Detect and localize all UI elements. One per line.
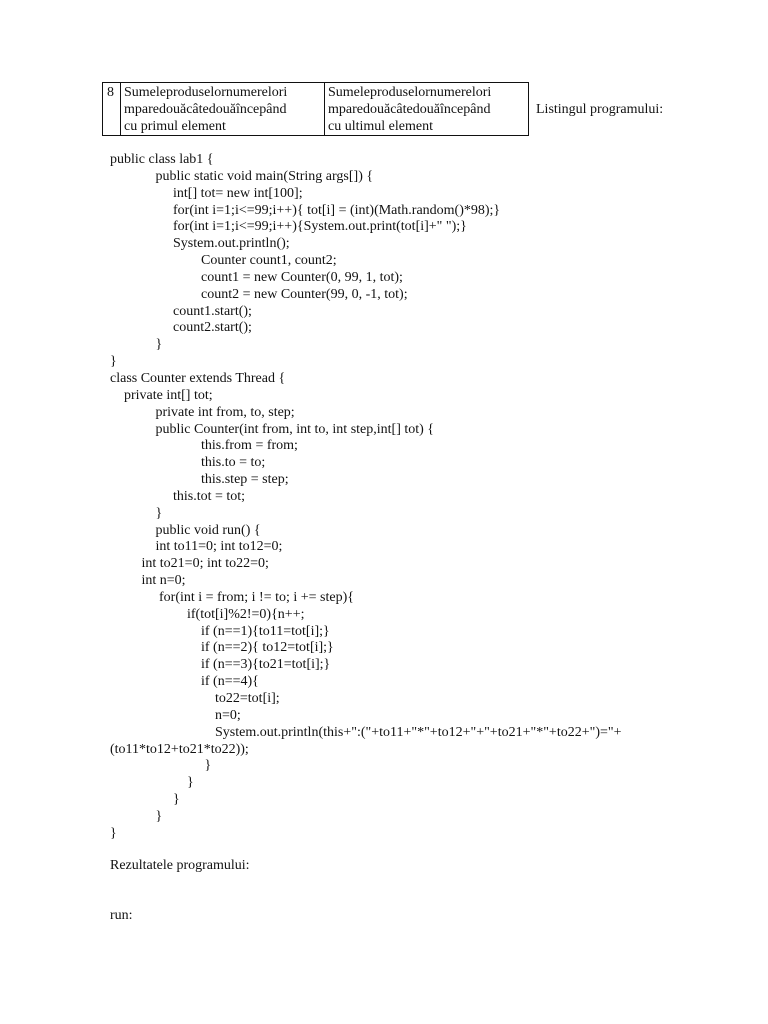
code-listing [110, 152, 750, 843]
code-line: } [110, 505, 163, 521]
code-line: } [110, 808, 163, 824]
code-line: this.from = from; [110, 438, 298, 454]
code-line: System.out.println(); [110, 236, 290, 252]
code-line: private int[] tot; [110, 387, 213, 403]
code-line: public static void main(String args[]) { [110, 168, 374, 184]
code-line: this.tot = tot; [110, 488, 246, 504]
code-line: to22=tot[i]; [110, 691, 280, 706]
task-description-line: mparedouăcâtedouăîncepând [328, 102, 491, 117]
code-line: for(int i=1;i<=99;i++){System.out.print(tot[i]+" ");} [110, 219, 467, 235]
code-line: if(tot[i]%2!=0){n++; [110, 606, 305, 622]
task-description-line: Sumeleproduselornumerelori [328, 85, 492, 100]
task-number: 8 [103, 83, 121, 136]
task-row [103, 83, 529, 136]
code-line: count1 = new Counter(0, 99, 1, tot); [110, 269, 403, 285]
code-line: for(int i=1;i<=99;i++){ tot[i] = (int)(Math.random()*98);} [110, 202, 501, 218]
task-description-line: Sumeleproduselornumerelori [124, 85, 288, 100]
code-line: count2 = new Counter(99, 0, -1, tot); [110, 286, 408, 302]
code-line: } [110, 825, 117, 841]
code-line: if (n==3){to21=tot[i];} [110, 657, 331, 673]
task-description-first [121, 83, 325, 136]
code-line: count2.start(); [110, 320, 252, 336]
code-line: System.out.println(this+":("+to11+"*"+to12+"+"+to21+"*"+to22+")="+ [110, 724, 622, 740]
code-line: public class lab1 { [110, 152, 214, 167]
code-line: int n=0; [110, 573, 186, 589]
code-line: Counter count1, count2; [110, 253, 337, 269]
code-line: this.step = step; [110, 472, 289, 488]
code-line: this.to = to; [110, 455, 266, 471]
code-line: count1.start(); [110, 303, 252, 319]
task-description-line: mparedouăcâtedouăîncepând [124, 102, 287, 117]
code-line: n=0; [110, 707, 241, 723]
code-line: for(int i = from; i != to; i += step){ [110, 589, 354, 605]
code-line: int to21=0; int to22=0; [110, 556, 269, 572]
code-line: } [110, 354, 117, 370]
run-label: run: [110, 908, 133, 923]
code-line: class Counter extends Thread { [110, 370, 286, 386]
results-label: Rezultatele programului: [110, 858, 250, 873]
code-line: public void run() { [110, 522, 261, 538]
code-line: if (n==1){to11=tot[i];} [110, 623, 330, 639]
code-line: } [110, 758, 212, 774]
task-description-line: cu ultimul element [328, 119, 433, 134]
code-line: int[] tot= new int[100]; [110, 185, 303, 201]
code-line: if (n==4){ [110, 674, 259, 690]
code-line: } [110, 792, 180, 808]
listing-label: Listingul programului: [536, 102, 664, 117]
code-line: (to11*to12+to21*to22)); [110, 741, 249, 757]
code-line: private int from, to, step; [110, 404, 295, 420]
task-table [102, 82, 529, 136]
code-line: if (n==2){ to12=tot[i];} [110, 640, 334, 656]
code-line: } [110, 775, 194, 791]
code-line: } [110, 337, 163, 353]
task-description-last [325, 83, 529, 136]
code-line: public Counter(int from, int to, int step,int[] tot) { [110, 421, 435, 437]
code-line: int to11=0; int to12=0; [110, 539, 283, 555]
task-description-line: cu primul element [124, 119, 226, 134]
